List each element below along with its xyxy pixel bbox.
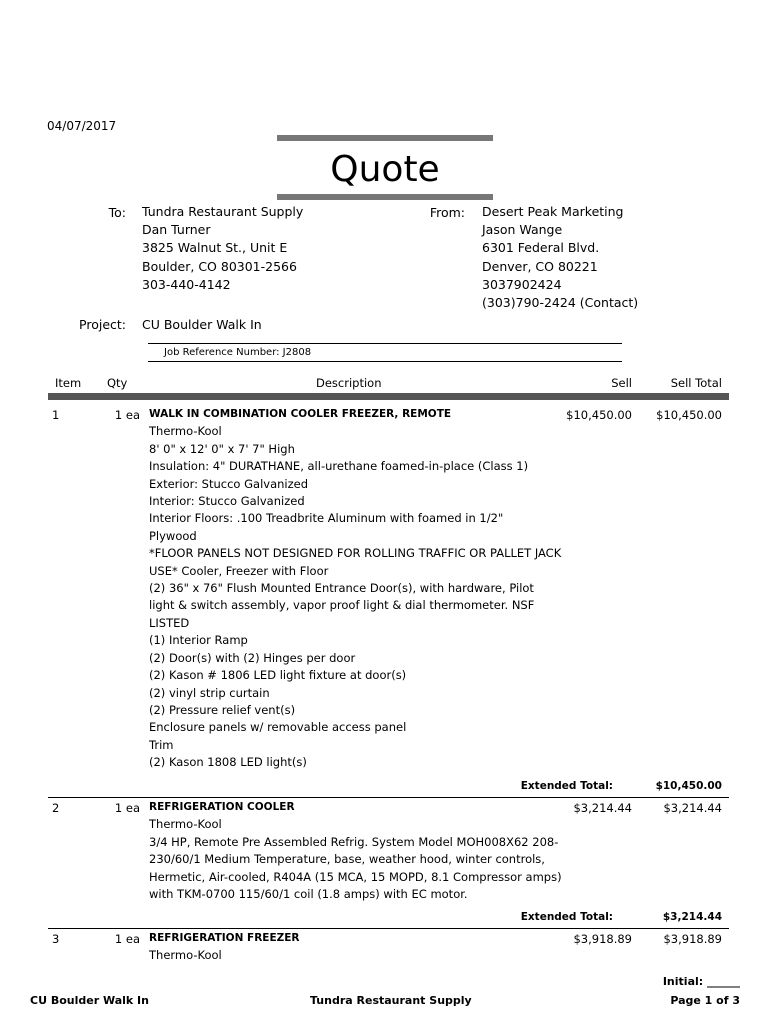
description-line: light & switch assembly, vapor proof light & dial thermometer. NSF: [149, 598, 535, 613]
description-line: Hermetic, Air-cooled, R404A (15 MCA, 15 MOPD, 8.1 Compressor amps): [149, 869, 562, 884]
item-sell-total: $10,450.00: [656, 408, 722, 422]
description-line: Interior Floors: .100 Treadbrite Aluminum with foamed in 1/2": [149, 511, 504, 526]
header-sell: Sell: [611, 376, 632, 390]
item-description: [149, 406, 569, 772]
from-address: [482, 203, 638, 312]
to-line: Boulder, CO 80301-2566: [142, 258, 297, 274]
item-title: WALK IN COMBINATION COOLER FREEZER, REMOTE: [149, 408, 452, 420]
from-line: Desert Peak Marketing: [482, 204, 624, 219]
item-separator: [48, 797, 729, 798]
item-title: REFRIGERATION FREEZER: [149, 932, 300, 944]
project-value: CU Boulder Walk In: [142, 317, 262, 332]
from-line: (303)790-2424 (Contact): [482, 295, 639, 311]
item-qty: 1 ea: [114, 408, 140, 422]
description-line: Thermo-Kool: [149, 817, 222, 832]
item-sell-total: $3,214.44: [663, 801, 722, 815]
from-label: From:: [429, 205, 465, 220]
description-line: *FLOOR PANELS NOT DESIGNED FOR ROLLING TRAFFIC OR PALLET JACK: [149, 546, 562, 561]
description-line: Trim: [149, 737, 174, 752]
description-line: (2) Kason 1808 LED light(s): [149, 755, 307, 770]
description-line: (2) 36" x 76" Flush Mounted Entrance Door(s), with hardware, Pilot: [149, 581, 534, 596]
from-line: Jason Wange: [482, 222, 563, 238]
description-line: Plywood: [149, 528, 197, 543]
header-sell-total: Sell Total: [670, 376, 722, 390]
description-line: Thermo-Kool: [149, 424, 222, 439]
from-line: Denver, CO 80221: [482, 258, 598, 274]
description-line: 8' 0" x 12' 0" x 7' 7" High: [149, 441, 295, 456]
to-label: To:: [108, 205, 126, 220]
item-description: [149, 930, 569, 965]
to-line: 303-440-4142: [142, 276, 231, 292]
from-line: 6301 Federal Blvd.: [482, 240, 600, 256]
description-line: Enclosure panels w/ removable access panel: [149, 720, 407, 735]
header-description: Description: [316, 376, 382, 390]
quote-date: 04/07/2017: [47, 119, 117, 133]
initial-field: Initial: ______: [662, 975, 740, 988]
item-number: 1: [52, 408, 60, 422]
to-line: 3825 Walnut St., Unit E: [142, 240, 288, 256]
header-qty: Qty: [107, 376, 128, 390]
item-title: REFRIGERATION COOLER: [149, 801, 295, 813]
description-line: Thermo-Kool: [149, 948, 222, 963]
header-item: Item: [55, 376, 82, 390]
job-ref-top-line: [148, 343, 622, 344]
page-title: Quote: [330, 149, 440, 190]
item-sell-total: $3,918.89: [663, 932, 722, 946]
extended-total-value: $3,214.44: [662, 911, 722, 923]
extended-total-label: Extended Total:: [520, 911, 613, 923]
description-line: 3/4 HP, Remote Pre Assembled Refrig. System Model MOH008X62 208-: [149, 834, 559, 849]
description-line: 230/60/1 Medium Temperature, base, weather hood, winter controls,: [149, 852, 545, 867]
item-separator: [48, 928, 729, 929]
job-ref-bottom-line: [148, 361, 622, 362]
from-line: 3037902424: [482, 276, 562, 292]
item-sell: $3,214.44: [573, 801, 632, 815]
footer-customer: Tundra Restaurant Supply: [310, 994, 472, 1007]
item-qty: 1 ea: [114, 932, 140, 946]
description-line: LISTED: [149, 615, 190, 630]
description-line: Interior: Stucco Galvanized: [149, 494, 305, 509]
item-description: [149, 799, 569, 903]
item-number: 2: [52, 801, 60, 815]
title-bar-bottom: [277, 194, 493, 200]
job-reference: Job Reference Number: J2808: [164, 347, 312, 358]
page-number: Page 1 of 3: [670, 994, 740, 1007]
footer-project: CU Boulder Walk In: [30, 994, 149, 1007]
description-line: USE* Cooler, Freezer with Floor: [149, 563, 329, 578]
item-number: 3: [52, 932, 60, 946]
header-rule: [48, 393, 729, 400]
title-bar-top: [277, 135, 493, 141]
item-qty: 1 ea: [114, 801, 140, 815]
to-line: Tundra Restaurant Supply: [142, 204, 304, 219]
description-line: (1) Interior Ramp: [149, 633, 248, 648]
to-address: [142, 203, 303, 294]
item-sell: $10,450.00: [566, 408, 632, 422]
description-line: (2) Kason # 1806 LED light fixture at door(s): [149, 668, 407, 683]
description-line: (2) Door(s) with (2) Hinges per door: [149, 650, 356, 665]
description-line: (2) Pressure relief vent(s): [149, 702, 296, 717]
description-line: Exterior: Stucco Galvanized: [149, 476, 309, 491]
description-line: (2) vinyl strip curtain: [149, 685, 270, 700]
description-line: with TKM-0700 115/60/1 coil (1.8 amps) with EC motor.: [149, 887, 468, 902]
item-sell: $3,918.89: [573, 932, 632, 946]
extended-total-label: Extended Total:: [520, 780, 613, 792]
description-line: Insulation: 4" DURATHANE, all-urethane foamed-in-place (Class 1): [149, 459, 529, 474]
to-line: Dan Turner: [142, 222, 211, 238]
project-label: Project:: [79, 317, 126, 332]
extended-total-value: $10,450.00: [655, 780, 722, 792]
